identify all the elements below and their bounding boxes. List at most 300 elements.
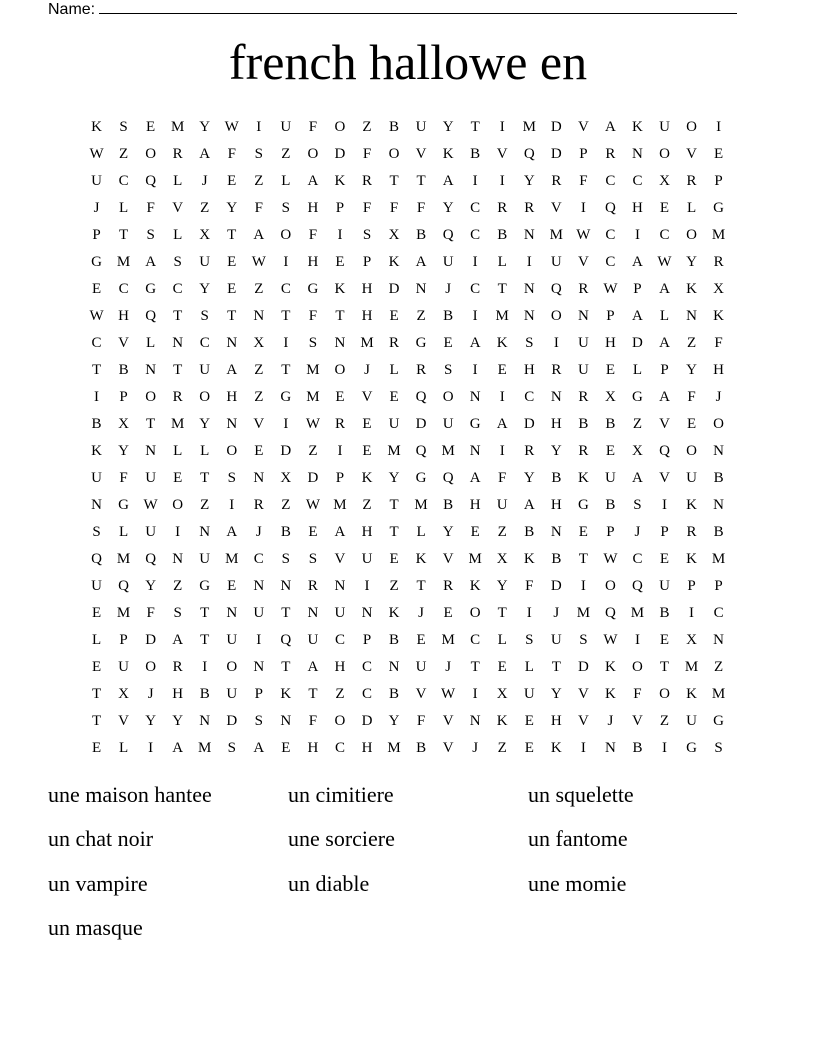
grid-letter: B [713,524,724,540]
grid-letter: A [496,416,508,432]
grid-letter: M [495,308,509,324]
grid-letter: T [389,497,399,513]
grid-letter: U [550,632,562,648]
grid-letter: R [605,146,616,162]
grid-letter: V [577,713,589,729]
grid-letter: N [604,740,616,756]
grid-letter: S [525,335,534,351]
grid-letter: X [280,470,292,486]
grid-letter: X [713,281,725,297]
grid-letter: A [442,173,454,189]
grid-letter: O [145,659,157,675]
grid-letter: U [334,605,346,621]
grid-letter: K [686,497,697,513]
grid-letter: C [605,254,616,270]
grid-letter: E [227,281,237,297]
grid-letter: V [686,146,697,162]
grid-letter: R [524,200,535,216]
grid-letter: D [361,713,373,729]
name-underline[interactable] [99,0,737,14]
grid-letter: Y [550,443,562,459]
grid-letter: K [280,686,292,702]
grid-letter: A [632,254,643,270]
grid-letter: H [361,281,373,297]
grid-letter: T [389,524,399,540]
grid-letter: P [119,389,128,405]
grid-letter: A [604,119,616,135]
grid-letter: E [605,443,615,459]
grid-letter: T [335,308,345,324]
grid-letter: Z [416,308,426,324]
grid-letter: C [199,335,210,351]
grid-letter: R [713,254,724,270]
grid-letter: X [496,551,508,567]
grid-letter: R [524,443,535,459]
grid-letter: W [89,308,104,324]
grid-letter: K [361,470,373,486]
grid-letter: E [335,389,345,405]
grid-letter: M [116,254,131,270]
grid-letter: G [577,497,589,513]
grid-letter: Z [281,497,291,513]
grid-letter: K [334,173,346,189]
grid-letter: Y [172,713,184,729]
grid-letter: U [415,659,427,675]
grid-row [83,141,733,168]
grid-letter: N [91,497,102,513]
grid-letter: L [200,443,210,459]
grid-letter: C [118,281,129,297]
grid-letter: N [145,362,157,378]
grid-letter: K [91,443,102,459]
grid-letter: L [118,524,129,540]
grid-letter: D [415,416,427,432]
grid-letter: B [389,632,400,648]
grid-row [83,708,733,735]
grid-letter: M [116,605,131,621]
grid-letter: J [553,605,560,621]
grid-letter: S [579,632,588,648]
grid-letter: P [606,308,615,324]
grid-letter: E [443,335,453,351]
grid-letter: S [254,713,263,729]
grid-letter: Q [659,443,670,459]
grid-letter: K [415,551,427,567]
grid-letter: D [334,146,346,162]
grid-letter: J [147,686,154,702]
grid-letter: M [441,632,455,648]
grid-letter: N [172,551,184,567]
grid-letter: Z [362,119,372,135]
grid-letter: W [576,227,591,243]
grid-letter: E [227,254,237,270]
grid-letter: B [280,524,291,540]
grid-letter: H [361,308,373,324]
grid-letter: L [173,227,183,243]
grid-letter: Y [226,200,238,216]
grid-letter: R [172,389,183,405]
grid-letter: R [578,443,589,459]
grid-row [83,330,733,357]
grid-letter: V [442,551,454,567]
grid-letter: Y [442,200,454,216]
grid-letter: I [580,740,586,756]
grid-letter: Q [415,389,427,405]
grid-letter: K [334,281,346,297]
grid-letter: L [118,200,129,216]
grid-letter: I [553,335,559,351]
grid-letter: Q [415,443,427,459]
grid-letter: U [577,362,589,378]
grid-letter: F [308,308,318,324]
grid-row [83,627,733,654]
grid-letter: A [659,335,670,351]
grid-letter: T [227,227,237,243]
grid-letter: I [634,227,640,243]
grid-letter: O [199,389,211,405]
grid-letter: J [364,362,370,378]
grid-letter: L [659,308,670,324]
grid-letter: H [226,389,238,405]
name-label: Name: [48,1,96,18]
grid-letter: B [443,308,454,324]
grid-row [83,492,733,519]
grid-letter: I [499,173,505,189]
grid-letter: E [416,632,426,648]
grid-letter: O [442,389,454,405]
grid-letter: P [714,578,723,594]
grid-letter: Y [145,578,157,594]
grid-letter: C [334,740,345,756]
grid-letter: H [550,497,562,513]
grid-letter: B [632,740,643,756]
grid-letter: Q [604,200,616,216]
grid-letter: U [307,632,319,648]
grid-letter: S [227,470,236,486]
grid-letter: F [416,713,426,729]
grid-letter: U [253,605,265,621]
grid-letter: V [415,146,427,162]
grid-letter: Z [200,200,210,216]
grid-letter: H [118,308,129,324]
grid-letter: N [686,308,697,324]
grid-letter: K [604,659,616,675]
grid-letter: T [91,686,102,702]
grid-letter: N [253,578,265,594]
grid-letter: V [442,713,454,729]
grid-letter: T [173,362,183,378]
grid-letter: U [199,254,211,270]
grid-letter: X [686,632,697,648]
grid-letter: J [472,740,479,756]
grid-letter: E [497,659,507,675]
grid-letter: L [173,173,183,189]
grid-letter: X [118,416,129,432]
grid-letter: N [253,659,265,675]
grid-letter: K [388,605,400,621]
grid-letter: I [256,119,262,135]
grid-letter: B [605,416,616,432]
grid-letter: A [172,740,184,756]
grid-letter: X [388,227,400,243]
grid-letter: J [418,605,424,621]
grid-letter: U [199,551,211,567]
grid-letter: R [172,146,183,162]
grid-letter: E [389,551,399,567]
grid-letter: U [91,173,102,189]
grid-letter: I [634,632,640,648]
grid-letter: A [523,497,535,513]
grid-letter: T [416,173,426,189]
grid-letter: B [199,686,210,702]
grid-letter: E [281,740,291,756]
grid-letter: K [91,119,102,135]
grid-letter: N [632,146,643,162]
grid-letter: B [416,740,427,756]
grid-letter: I [499,443,505,459]
grid-letter: R [253,497,264,513]
grid-letter: T [470,119,480,135]
grid-letter: V [334,551,346,567]
grid-letter: C [470,200,481,216]
grid-letter: R [497,200,508,216]
grid-letter: O [172,497,184,513]
grid-letter: X [632,443,643,459]
grid-letter: B [443,497,454,513]
grid-row [83,546,733,573]
grid-letter: P [335,200,345,216]
grid-letter: U [577,335,589,351]
grid-letter: A [334,524,346,540]
grid-letter: E [227,173,237,189]
grid-letter: N [550,389,562,405]
grid-letter: B [416,227,427,243]
grid-letter: N [523,308,535,324]
grid-letter: Q [118,578,129,594]
grid-letter: F [714,335,723,351]
grid-letter: O [226,443,238,459]
grid-letter: J [255,524,262,540]
grid-letter: T [551,659,561,675]
grid-letter: Q [280,632,292,648]
grid-letter: P [579,146,588,162]
grid-letter: N [199,713,211,729]
grid-letter: H [632,200,643,216]
grid-letter: M [387,443,401,459]
grid-letter: U [659,578,670,594]
grid-letter: L [497,632,507,648]
grid-letter: W [305,497,320,513]
grid-letter: S [308,551,318,567]
grid-letter: C [118,173,129,189]
grid-letter: F [498,470,507,486]
grid-letter: Z [497,740,507,756]
grid-letter: G [415,470,427,486]
grid-letter: F [254,200,263,216]
grid-letter: K [550,740,562,756]
grid-letter: T [659,659,670,675]
grid-letter: T [470,659,480,675]
grid-letter: Z [389,578,399,594]
grid-letter: T [281,362,291,378]
grid-letter: D [523,416,535,432]
grid-letter: S [92,524,101,540]
grid-letter: T [227,308,237,324]
grid-letter: A [659,281,670,297]
name-field[interactable] [48,0,737,19]
grid-letter: I [716,119,722,135]
grid-letter: N [361,605,373,621]
grid-letter: I [472,362,478,378]
grid-letter: L [173,443,183,459]
grid-letter: I [283,254,289,270]
grid-letter: N [469,713,481,729]
grid-letter: M [549,227,563,243]
grid-letter: T [91,713,102,729]
grid-letter: Z [335,686,345,702]
grid-letter: O [145,389,157,405]
grid-letter: R [307,578,318,594]
grid-letter: E [686,416,697,432]
grid-letter: I [94,389,100,405]
grid-letter: I [175,524,181,540]
grid-letter: Z [362,497,372,513]
grid-letter: E [362,443,372,459]
grid-letter: S [714,740,723,756]
grid-letter: Q [145,551,157,567]
grid-letter: D [632,335,643,351]
grid-letter: T [281,605,291,621]
grid-letter: I [283,335,289,351]
grid-row [83,519,733,546]
grid-letter: I [526,605,532,621]
grid-letter: A [632,308,643,324]
grid-letter: W [603,632,618,648]
grid-letter: I [662,740,667,756]
grid-letter: R [551,362,562,378]
grid-letter: E [470,524,480,540]
grid-letter: S [119,119,128,135]
grid-letter: O [334,362,346,378]
grid-letter: M [711,551,726,567]
grid-letter: V [172,200,184,216]
grid-letter: K [686,686,697,702]
grid-letter: O [686,227,697,243]
grid-row [83,222,733,249]
grid-letter: P [335,470,345,486]
grid-letter: G [686,740,697,756]
grid-row [83,276,733,303]
grid-letter: R [686,173,697,189]
grid-letter: T [281,308,291,324]
grid-letter: O [388,146,400,162]
grid-letter: K [604,686,616,702]
grid-letter: H [334,659,346,675]
grid-letter: S [633,497,642,513]
grid-letter: O [469,605,481,621]
grid-letter: N [280,713,292,729]
grid-letter: G [469,416,481,432]
grid-letter: Z [632,416,643,432]
grid-letter: E [714,146,724,162]
grid-letter: V [361,389,373,405]
grid-letter: F [362,200,372,216]
grid-letter: U [604,470,616,486]
grid-letter: A [172,632,184,648]
grid-letter: F [227,146,236,162]
grid-letter: U [388,416,400,432]
grid-letter: Z [659,713,670,729]
grid-letter: O [226,659,238,675]
grid-letter: T [416,578,426,594]
grid-row [83,249,733,276]
grid-letter: H [361,740,373,756]
grid-letter: C [470,632,481,648]
grid-letter: B [497,227,508,243]
grid-letter: B [118,362,129,378]
grid-letter: S [200,308,209,324]
grid-row [83,573,733,600]
grid-letter: V [253,416,265,432]
grid-letter: H [307,254,319,270]
grid-letter: D [145,632,157,648]
grid-letter: I [148,740,154,756]
grid-letter: F [687,389,696,405]
grid-letter: N [713,632,725,648]
grid-letter: G [632,389,643,405]
grid-letter: G [415,335,427,351]
grid-letter: I [526,254,532,270]
grid-letter: R [443,578,454,594]
grid-letter: I [689,605,695,621]
grid-letter: J [445,659,452,675]
grid-letter: Y [686,362,697,378]
grid-letter: V [659,470,670,486]
grid-letter: N [199,524,211,540]
grid-letter: U [91,470,102,486]
grid-letter: M [170,119,185,135]
grid-letter: P [633,281,642,297]
grid-letter: O [659,686,670,702]
grid-letter: V [442,740,454,756]
grid-letter: N [577,308,589,324]
grid-letter: N [226,335,238,351]
word-list-item: un squelette [528,782,634,807]
grid-row [83,357,733,384]
word-list-item: une maison hantee [48,782,212,807]
grid-letter: Y [523,173,535,189]
grid-letter: S [443,362,453,378]
grid-letter: Y [442,119,454,135]
grid-letter: U [91,578,102,594]
grid-letter: H [172,686,184,702]
grid-letter: W [305,416,320,432]
grid-letter: F [525,578,534,594]
grid-letter: W [89,146,104,162]
grid-letter: E [91,281,102,297]
grid-letter: R [361,173,372,189]
grid-letter: E [659,200,670,216]
grid-letter: N [388,659,400,675]
grid-letter: T [497,605,507,621]
grid-letter: G [91,254,102,270]
grid-letter: O [604,578,616,594]
grid-letter: N [523,281,535,297]
grid-letter: H [550,713,562,729]
grid-letter: G [307,281,319,297]
grid-letter: C [280,281,291,297]
grid-letter: O [686,119,697,135]
